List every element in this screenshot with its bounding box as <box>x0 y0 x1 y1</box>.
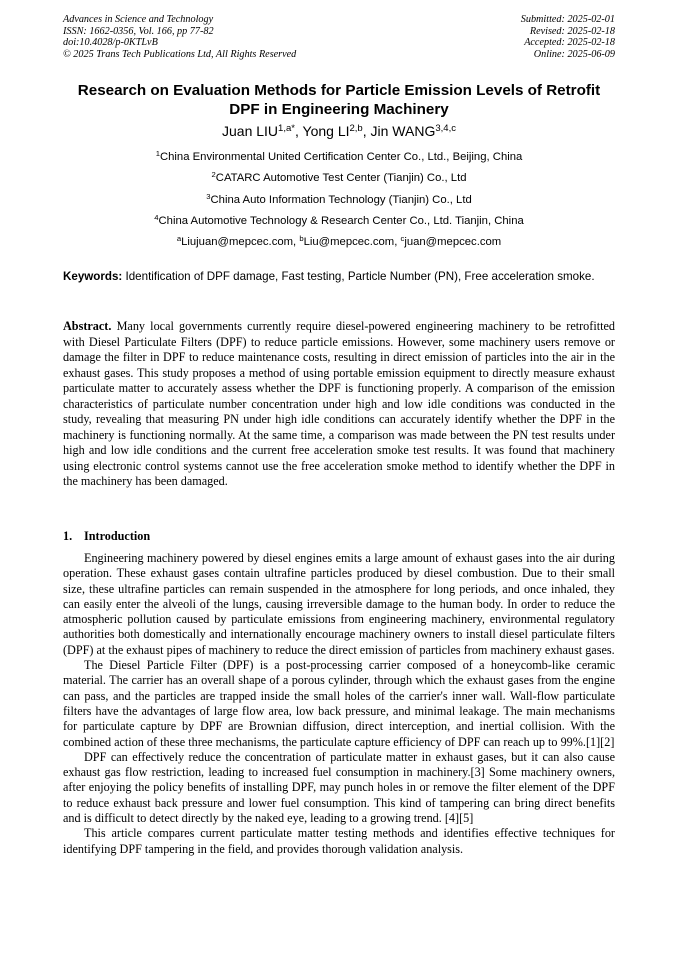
section-number: 1. <box>63 529 73 543</box>
author <box>222 123 303 139</box>
author-name: Yong LI <box>302 123 350 139</box>
paragraph: The Diesel Particle Filter (DPF) is a post-processing carrier composed of a honeycomb-like ceramic material. The carrier has an overall shape of a porous cylinder, through which the exhaust gases from the engine can pass, and the particles are trapped inside the small holes of the carrier's inner wall. Wall-flow particulate filters have the advantages of large flow area, low back pressure, and minimal leakage. The main mechanisms for particulate capture by DPF are Brownian diffusion, direct interception, and inertial collision. With the combined action of these three mechanisms, the particulate capture efficiency of DPF can reach up to 99%.[1][2] <box>63 658 615 749</box>
journal-name: Advances in Science and Technology <box>63 14 214 25</box>
email-separator: , <box>394 236 401 249</box>
abstract-text: Many local governments currently require diesel-powered engineering machinery to be retrofitted with Diesel Particulate Filters (DPF) to reduce particle emissions. However, some machinery users remove or damage the filter in DPF to reduce maintenance costs, resulting in direct emission of particles into the air in the exhaust gases. This study proposes a method of using portable emission equipment to directly measure exhaust particulate matter to accurately assess whether the DPF is functioning properly. A comparison of the emission characteristics of particulate number concentration under high and low idle conditions was conducted in the study, revealing that measuring PN under high idle conditions can accurately identify whether the DPF in the machinery is functioning normally. At the same time, a comparison was made between the PN test results under high and low idle conditions and the current free acceleration smoke test results. It was found that machinery using electronic control systems cannot use the free acceleration smoke method to identify whether the DPF in the machinery has been damaged. <box>63 319 615 488</box>
keywords-text: Identification of DPF damage, Fast testing, Particle Number (PN), Free acceleration smoke. <box>122 270 595 283</box>
paragraph: This article compares current particulate matter testing methods and identifies effective techniques for identifying DPF tampering in the field, and provides thorough validation analysis. <box>63 826 615 856</box>
author-sup: 1,a* <box>278 122 295 134</box>
affiliation <box>63 214 615 235</box>
paragraph: Engineering machinery powered by diesel engines emits a large amount of exhaust gases into the air during operation. These exhaust gases contain ultrafine particles produced by diesel combustion. Due to their small size, these ultrafine particles can remain suspended in the atmosphere for long periods, and once inhaled, they can easily enter the alveoli of the lungs, causing irreversible damage to the human body. In order to reduce the atmospheric pollution caused by particulate emissions from engineering machinery, environmental regulatory authorities both domestically and internationally encourage machinery owners to install diesel particulate filters (DPF) at the exhaust pipes of machinery to reduce the direct emission of particles from machinery exhaust gases. <box>63 551 615 657</box>
affiliation-text: China Environmental United Certification Center Co., Ltd., Beijing, China <box>159 151 523 163</box>
abstract <box>63 319 615 490</box>
email-separator: , <box>293 236 300 249</box>
author-separator: , <box>294 123 303 139</box>
email-line <box>63 235 615 256</box>
section-title: Introduction <box>84 529 151 543</box>
email[interactable]: Liujuan@mepcec.com <box>181 236 294 249</box>
copyright-line: © 2025 Trans Tech Publications Ltd, All Rights Reserved <box>63 48 297 60</box>
affiliation <box>63 171 615 192</box>
author-name: Juan LIU <box>222 123 279 139</box>
affiliation-text: China Automotive Technology & Research Center Co., Ltd. Tianjin, China <box>158 214 524 227</box>
paper-title: Research on Evaluation Methods for Particle Emission Levels of Retrofit DPF in Engineering Machinery <box>77 82 601 118</box>
author <box>303 123 371 139</box>
email-sup: c <box>400 233 405 243</box>
doi-line: doi:10.4028/p-0KTLvB <box>63 37 158 48</box>
affiliations <box>63 150 615 256</box>
affiliation-text: CATARC Automotive Test Center (Tianjin) Co., Ltd <box>215 172 467 185</box>
publication-info <box>63 14 296 60</box>
issn-line: ISSN: 1662-0356, Vol. 166, pp 77-82 <box>63 25 214 37</box>
affiliation <box>63 193 615 214</box>
email[interactable]: juan@mepcec.com <box>404 236 502 249</box>
affiliation-sup: 4 <box>154 212 159 222</box>
author-list <box>63 123 615 139</box>
online-date: Online: 2025-06-09 <box>533 48 615 60</box>
publication-dates <box>521 14 615 60</box>
affiliation-sup: 2 <box>211 170 216 180</box>
author-sup: 3,4,c <box>435 122 456 134</box>
keywords-label: Keywords: <box>63 270 123 283</box>
accepted-date: Accepted: 2025-02-18 <box>524 37 615 48</box>
submitted-date: Submitted: 2025-02-01 <box>520 14 615 25</box>
abstract-label: Abstract. <box>63 319 112 333</box>
email-sup: b <box>299 233 304 243</box>
affiliation-text: China Auto Information Technology (Tianjin) Co., Ltd <box>210 193 472 206</box>
email[interactable]: Liu@mepcec.com <box>303 236 395 249</box>
affiliation-sup: 1 <box>155 148 160 158</box>
author-separator: , <box>362 123 371 139</box>
section-heading <box>63 529 615 544</box>
author-sup: 2,b <box>349 122 363 134</box>
affiliation-sup: 3 <box>206 191 211 201</box>
revised-date: Revised: 2025-02-18 <box>529 25 615 37</box>
affiliation <box>63 150 615 171</box>
paragraph: DPF can effectively reduce the concentration of particulate matter in exhaust gases, but it can also cause exhaust gas flow restriction, leading to increased fuel consumption in machinery.[3] Some machinery owners, after enjoying the policy benefits of installing DPF, may punch holes in or remove the filter element of the DPF to reduce exhaust back pressure and lower fuel consumption. This kind of tampering can bring direct benefits and is difficult to detect directly by the naked eye, leading to a growing trend. [4][5] <box>63 749 615 826</box>
author-name: Jin WANG <box>370 123 436 139</box>
keywords <box>63 269 615 284</box>
body-text <box>63 551 615 857</box>
author <box>371 123 456 139</box>
email-sup: a <box>176 233 182 243</box>
